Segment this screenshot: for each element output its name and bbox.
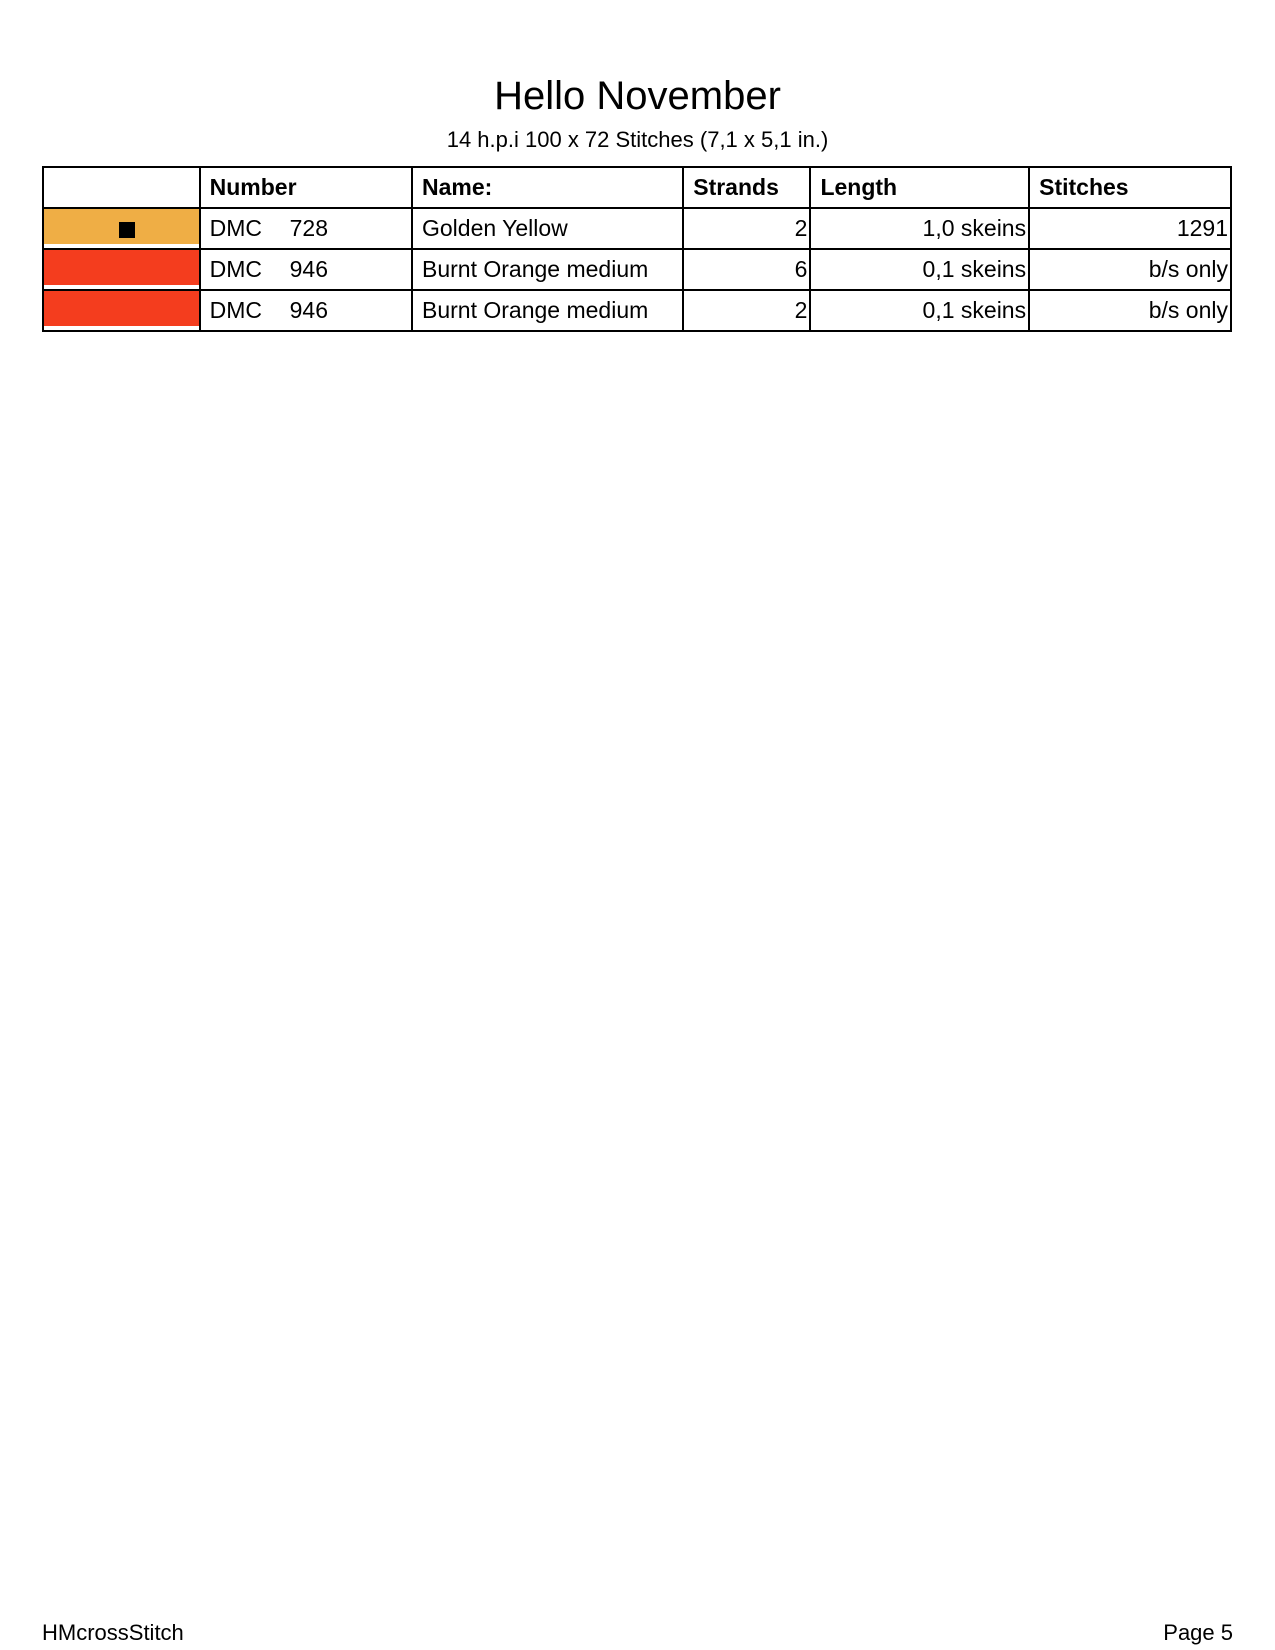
thread-number [200, 208, 412, 249]
color-swatch-cell [43, 208, 200, 249]
thread-code: 946 [289, 297, 329, 323]
thread-strands: 6 [683, 249, 810, 290]
thread-length: 0,1 skeins [810, 290, 1029, 331]
color-swatch [44, 291, 199, 326]
thread-length: 1,0 skeins [810, 208, 1029, 249]
thread-code: 946 [289, 256, 329, 282]
thread-length: 0,1 skeins [810, 249, 1029, 290]
thread-name: Burnt Orange medium [412, 290, 683, 331]
color-swatch-cell [43, 249, 200, 290]
thread-name: Burnt Orange medium [412, 249, 683, 290]
header-name: Name: [412, 167, 683, 208]
footer-brand: HMcrossStitch [42, 1620, 184, 1645]
header-symbol [43, 167, 200, 208]
color-swatch-cell [43, 290, 200, 331]
table-row [43, 208, 1231, 249]
thread-number [200, 249, 412, 290]
thread-stitches: b/s only [1029, 290, 1231, 331]
thread-number [200, 290, 412, 331]
header-length: Length [810, 167, 1029, 208]
thread-stitches: 1291 [1029, 208, 1231, 249]
square-symbol-icon [119, 222, 135, 238]
header-strands: Strands [683, 167, 810, 208]
page-title: Hello November [494, 74, 781, 118]
thread-key-table [42, 166, 1232, 332]
page-subtitle: 14 h.p.i 100 x 72 Stitches (7,1 x 5,1 in.) [446, 127, 829, 152]
header-number: Number [200, 167, 412, 208]
table-row [43, 290, 1231, 331]
thread-brand: DMC [209, 215, 263, 241]
thread-strands: 2 [683, 290, 810, 331]
color-swatch [44, 250, 199, 285]
header-stitches: Stitches [1029, 167, 1231, 208]
thread-brand: DMC [209, 297, 263, 323]
thread-name: Golden Yellow [412, 208, 683, 249]
table-header-row [43, 167, 1231, 208]
thread-strands: 2 [683, 208, 810, 249]
thread-code: 728 [289, 215, 329, 241]
page-number: Page 5 [1163, 1620, 1233, 1645]
table-row [43, 249, 1231, 290]
thread-brand: DMC [209, 256, 263, 282]
thread-stitches: b/s only [1029, 249, 1231, 290]
